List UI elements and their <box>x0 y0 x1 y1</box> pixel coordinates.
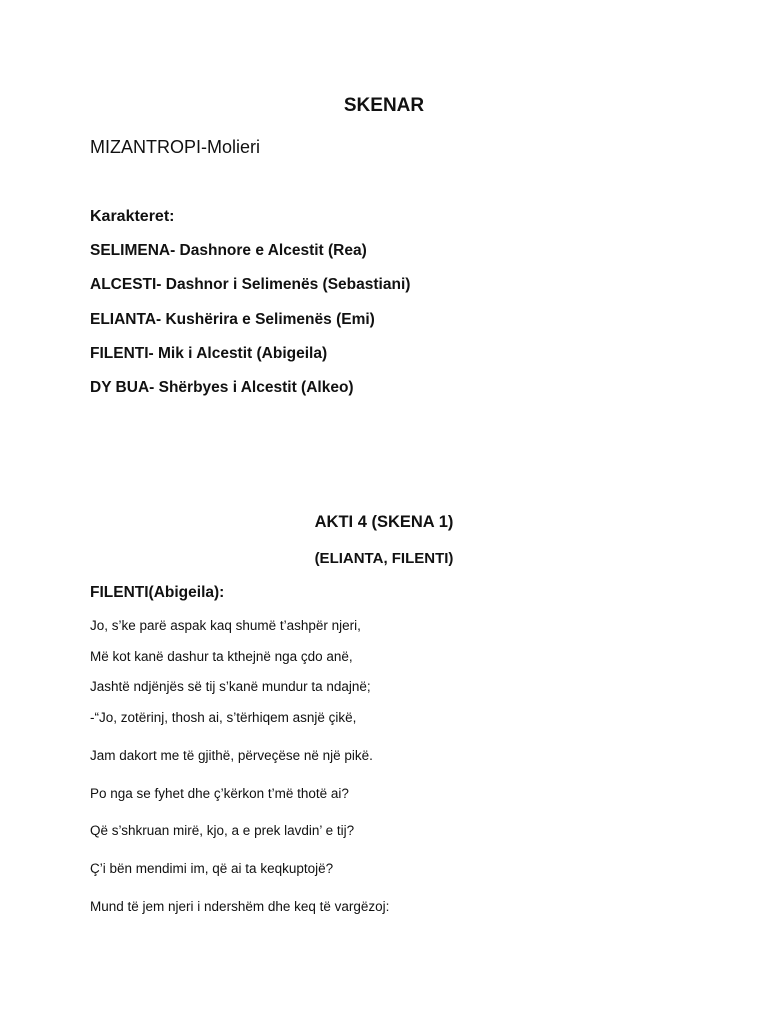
act-title: AKTI 4 (SKENA 1) <box>314 513 454 531</box>
character-line: SELIMENA- Dashnore e Alcestit (Rea) <box>90 242 367 259</box>
act-cast: (ELIANTA, FILENTI) <box>314 550 454 567</box>
character-line: FILENTI- Mik i Alcestit (Abigeila) <box>90 345 328 362</box>
character-line: DY BUA- Shërbyes i Alcestit (Alkeo) <box>90 379 354 396</box>
verse-line: Jashtë ndjënjës së tij s’kanë mundur ta ndajnë; <box>90 679 371 694</box>
character-line: ELIANTA- Kushërira e Selimenës (Emi) <box>90 311 375 328</box>
verse-line: Po nga se fyhet dhe ç’kërkon t’më thotë ai? <box>90 786 349 801</box>
play-title: MIZANTROPI-Molieri <box>90 137 260 157</box>
verse-line: Jo, s’ke parë aspak kaq shumë t’ashpër njeri, <box>90 618 361 633</box>
character-line: ALCESTI- Dashnor i Selimenës (Sebastiani) <box>90 276 411 293</box>
verse-line: Ç’i bën mendimi im, që ai ta keqkuptojë? <box>90 861 334 876</box>
characters-heading: Karakteret: <box>90 208 175 225</box>
verse-line: Mund të jem njeri i ndershëm dhe keq të vargëzoj: <box>90 899 390 914</box>
verse-line: Jam dakort me të gjithë, përveçëse në një pikë. <box>90 748 373 763</box>
verse-line: Më kot kanë dashur ta kthejnë nga çdo anë, <box>90 649 353 664</box>
speaker-label: FILENTI(Abigeila): <box>90 584 225 601</box>
document-title: SKENAR <box>343 95 425 116</box>
verse-line: Që s’shkruan mirë, kjo, a e prek lavdin’ e tij? <box>90 823 355 838</box>
verse-line: -“Jo, zotërinj, thosh ai, s’tërhiqem asnjë çikë, <box>90 710 357 725</box>
